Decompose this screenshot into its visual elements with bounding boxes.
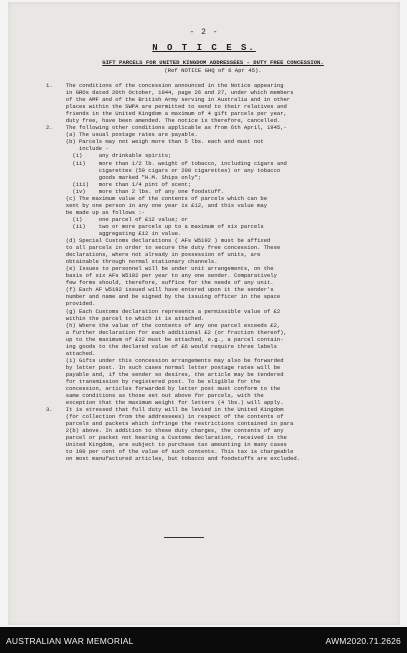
body-line: duty free, have been amended. The notice is therefore, cancelled. <box>46 117 281 125</box>
body-line: number and name and be signed by the issuing officer in the space <box>46 293 281 301</box>
body-line: 3. It is stressed that full duty will be levied in the United Kingdom <box>46 406 284 414</box>
notice-reference: (Ref NOTICE GHQ of 6 Apr 45). <box>164 67 262 74</box>
body-line: (iv) more than 2 lbs. of any one foodstuff. <box>46 187 225 195</box>
body-line: within the parcel to which it is attached. <box>46 314 205 322</box>
body-line: in GROs dated 20th October, 1944, page 26 and 27, under which members <box>46 89 294 97</box>
body-line: (g) Each Customs declaration represents a permissible value of £2 <box>46 307 281 315</box>
document-page <box>8 2 400 625</box>
page-heading: N O T I C E S. <box>152 43 256 53</box>
body-line: (i) one parcel of £12 value; or <box>46 215 188 223</box>
body-line: ing goods to the declared value of £6 would require three labels <box>46 342 277 350</box>
body-line: be made up as follows :- <box>46 208 145 216</box>
body-line: on most manufactured articles, but tobacco and foodstuffs are excluded. <box>46 455 300 463</box>
body-line: up to the maximum of £12 must be attached, e.g., a parcel contain- <box>46 335 284 343</box>
body-line: same conditions as those set out above for parcels, with the <box>46 392 264 400</box>
body-line: to 100 per cent of the value of such contents. This tax is chargeable <box>46 448 294 456</box>
footer-bar <box>0 627 407 653</box>
body-line: (a) The usual postage rates are payable. <box>46 131 198 139</box>
closing-rule <box>164 537 204 538</box>
body-line: few forms should, therefore, suffice for the needs of any unit. <box>46 279 274 287</box>
footer-catalogue-id: AWM2020.71.2626 <box>325 636 401 646</box>
body-line: cigarettes (50 cigars or 200 cigarettes) or any tobacco <box>46 166 281 174</box>
body-line: for transmission by registered post. To be eligible for the <box>46 377 261 385</box>
notice-body <box>46 82 386 463</box>
body-line: (i) Gifts under this concession arrangements may also be forwarded <box>46 356 284 364</box>
body-line: (ii) two or more parcels up to a maximum of six parcels <box>46 222 264 230</box>
body-line: include - <box>46 145 109 153</box>
body-line: exception that the maximum weight for letters (4 lbs.) will apply. <box>46 399 284 407</box>
body-line: (h) Where the value of the contents of any one parcel exceeds £2, <box>46 321 281 329</box>
body-line: places within the SWPA are permitted to send to their relatives and <box>46 103 287 111</box>
body-line: 1. The conditions of the concession announced in the Notice appearing <box>46 82 284 89</box>
body-line: parcel or packet not bearing a Customs declaration, received in the <box>46 434 287 442</box>
body-line: parcels and packets which infringe the restrictions contained in para <box>46 420 294 428</box>
body-line: 2(b) above. In addition to these duty charges, the contents of any <box>46 427 284 435</box>
body-line: by letter post. In such cases normal letter postage rates will be <box>46 363 281 371</box>
body-line: (b) Parcels may not weigh more than 5 lbs. each and must not <box>46 138 264 146</box>
body-line: (i) any drinkable spirits; <box>46 152 172 160</box>
body-line: (iii) more than 1/4 pint of scent; <box>46 180 192 188</box>
body-line: provided. <box>46 300 96 308</box>
body-line: payable and, if the sender so desires, the article may be tendered <box>46 370 284 378</box>
body-line: to all parcels in order to secure the duty free concession. These <box>46 244 281 252</box>
body-line: basis of six AFs W5192 per year to any one sender. Comparatively <box>46 272 277 280</box>
body-line: goods marked "H.M. Ships only"; <box>46 173 202 181</box>
body-line: friends in the United Kingdom a maximum of 4 gift parcels per year, <box>46 110 287 118</box>
body-line: attached. <box>46 349 96 357</box>
body-line: (d) Special Customs declarations ( AFs W5192 ) must be affixed <box>46 237 271 245</box>
footer-institution: AUSTRALIAN WAR MEMORIAL <box>6 636 134 646</box>
page-number: - 2 - <box>189 28 219 37</box>
body-line: sent by one person in any one year is £12, and this value may <box>46 201 268 209</box>
body-line: (ii) more than 1/2 lb. weight of tobacco, including cigars and <box>46 159 287 167</box>
body-line: concession, articles forwarded by letter post must conform to the <box>46 385 281 393</box>
body-line: (c) The maximum value of the contents of parcels which can be <box>46 194 268 202</box>
body-line: (for collection from the addressees) in respect of the contents of <box>46 413 284 421</box>
body-line: (f) Each AF W5192 issued will have entered upon it the sender's <box>46 286 274 294</box>
body-line: (e) Issues to personnel will be under unit arrangements, on the <box>46 265 274 273</box>
body-line: declarations, where not already in possession of units, are <box>46 251 261 259</box>
body-line: obtainable through normal stationary channels. <box>46 258 218 266</box>
body-line: of the AMF and of the British Army serving in Australia and in other <box>46 96 291 104</box>
body-line: 2. The following other conditions applicable as from 6th April, 1945,- <box>46 124 287 132</box>
body-line: aggregating £12 in value. <box>46 229 182 237</box>
body-line: United Kingdom, are subject to purchase tax amounting in many cases <box>46 441 287 449</box>
body-line: a further declaration for each additional £2 (or fraction thereof), <box>46 328 287 336</box>
notice-subject: GIFT PARCELS FOR UNITED KINGDOM ADDRESSEES - DUTY FREE CONCESSION. <box>102 59 324 66</box>
